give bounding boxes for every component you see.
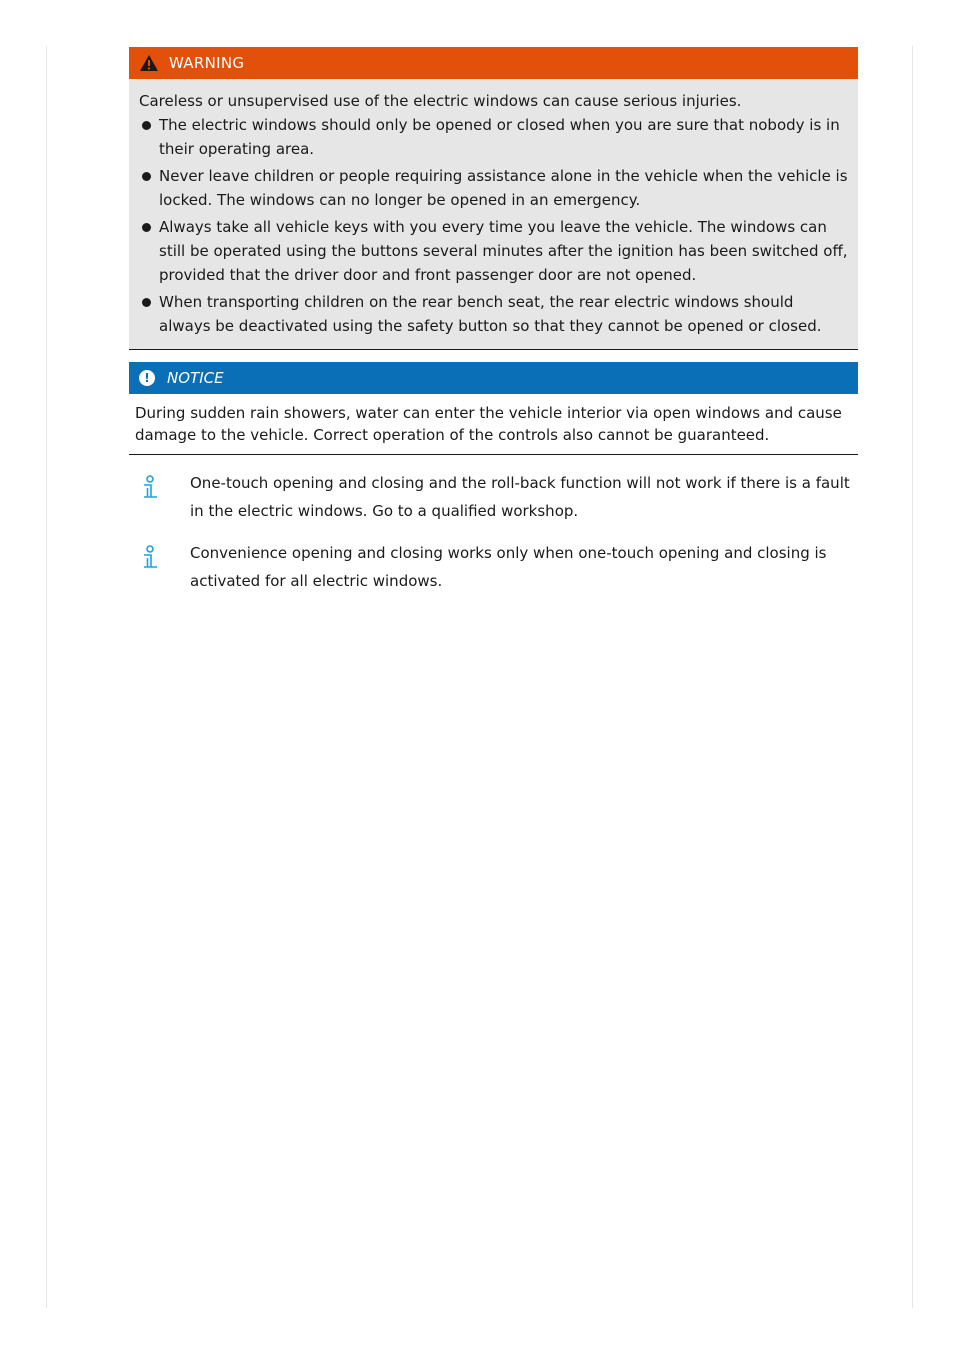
- page-margin-line-right: [912, 46, 913, 1308]
- bullet-dot: [142, 121, 151, 130]
- warning-triangle-icon: [139, 54, 159, 72]
- warning-item-text: When transporting children on the rear bench seat, the rear electric windows should always be deactivated using the safety button so that they cannot be opened or closed.: [159, 293, 822, 335]
- warning-intro: Careless or unsupervised use of the electric windows can cause serious injuries.: [139, 92, 742, 110]
- page-content: [129, 47, 858, 595]
- info-note: [129, 539, 858, 595]
- warning-list: [139, 113, 848, 338]
- warning-item-text: Always take all vehicle keys with you every time you leave the vehicle. The windows can still be operated using the buttons several minutes after the ignition has been switched off, provided that the driver door and front passenger door are not opened.: [159, 218, 848, 284]
- notice-title: NOTICE: [167, 369, 224, 387]
- info-icon: [141, 475, 159, 501]
- info-note-text: One-touch opening and closing and the roll-back function will not work if there is a fault in the electric windows. Go to a qualified workshop.: [190, 474, 850, 520]
- warning-item-text: The electric windows should only be opened or closed when you are sure that nobody is in their operating area.: [159, 116, 840, 158]
- bullet-dot: [142, 298, 151, 307]
- warning-title: WARNING: [169, 54, 245, 72]
- notice-body: [129, 394, 858, 455]
- warning-item: [139, 164, 848, 212]
- bullet-dot: [142, 223, 151, 232]
- exclamation-circle-icon: !: [139, 370, 155, 386]
- warning-item: [139, 215, 848, 287]
- info-note: [129, 469, 858, 525]
- info-icon: [141, 545, 159, 571]
- warning-header: [129, 47, 858, 79]
- warning-box: [129, 47, 858, 350]
- warning-body: [129, 79, 858, 350]
- bullet-dot: [142, 172, 151, 181]
- warning-item: [139, 290, 848, 338]
- notice-box: [129, 362, 858, 455]
- notice-text: During sudden rain showers, water can enter the vehicle interior via open windows and cause damage to the vehicle. Correct operation of the controls also cannot be guaranteed.: [135, 404, 842, 444]
- warning-item-text: Never leave children or people requiring assistance alone in the vehicle when the vehicle is locked. The windows can no longer be opened in an emergency.: [159, 167, 848, 209]
- notice-header: [129, 362, 858, 394]
- info-note-text: Convenience opening and closing works only when one-touch opening and closing is activated for all electric windows.: [190, 544, 827, 590]
- page-margin-line-left: [46, 46, 47, 1308]
- warning-item: [139, 113, 848, 161]
